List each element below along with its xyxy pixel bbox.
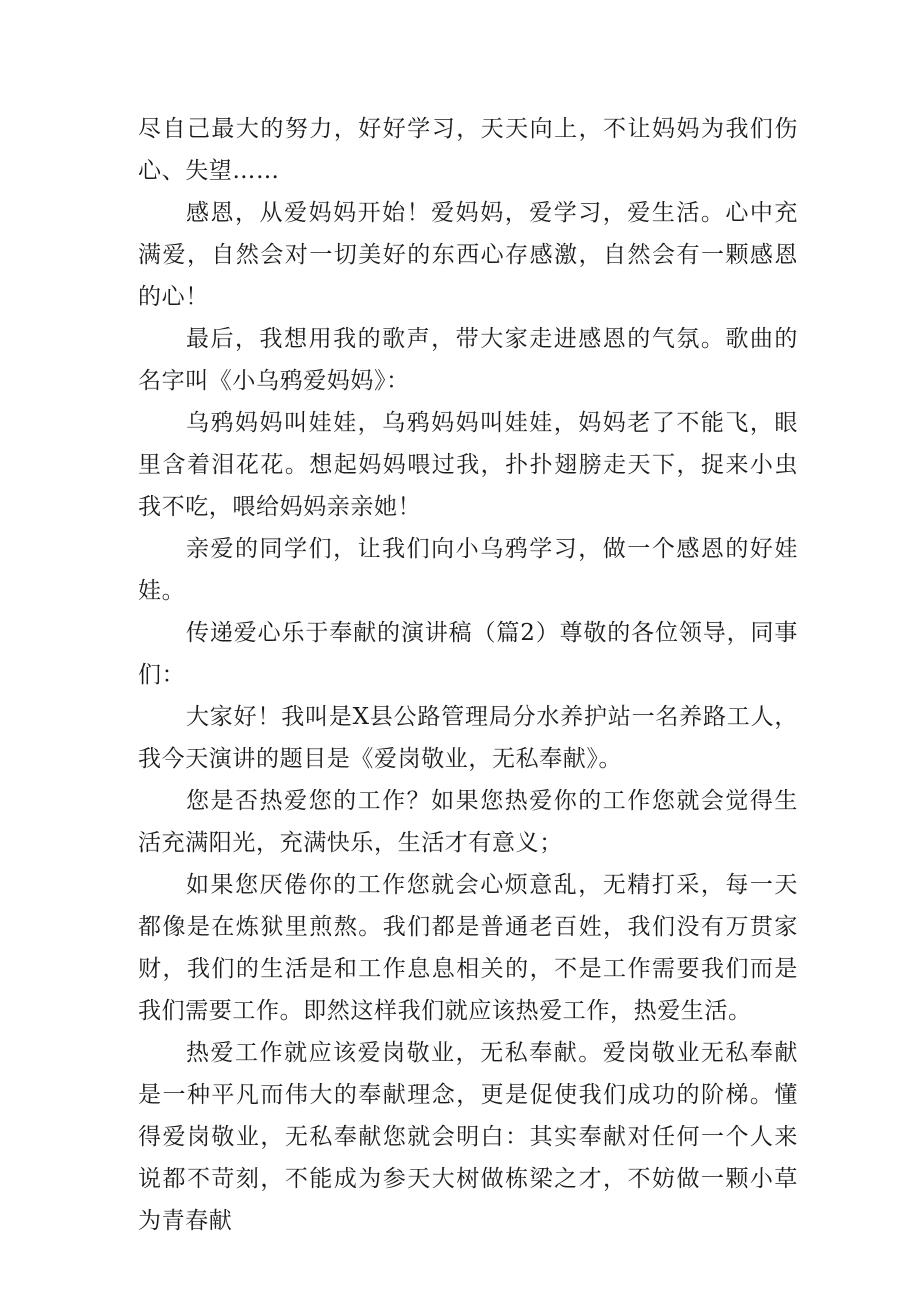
paragraph-7: 大家好！我叫是X县公路管理局分水养护站一名养路工人，我今天演讲的题目是《爱岗敬业，无私奉献》。 — [138, 704, 798, 772]
body-text — [138, 108, 798, 1242]
paragraph-3: 最后，我想用我的歌声，带大家走进感恩的气氛。歌曲的名字叫《小乌鸦爱妈妈》： — [138, 326, 798, 394]
paragraph-1: 尽自己最大的努力，好好学习，天天向上，不让妈妈为我们伤心、失望…… — [138, 116, 798, 184]
paragraph-9: 如果您厌倦你的工作您就会心烦意乱，无精打采，每一天都像是在炼狱里煎熬。我们都是普通老百姓，我们没有万贯家财，我们的生活是和工作息息相关的，不是工作需要我们而是我们需要工作。即然这样我们就应该热爱工作，热爱生活。 — [138, 872, 798, 1024]
paragraph-6: 传递爱心乐于奉献的演讲稿（篇2）尊敬的各位领导，同事们： — [138, 620, 798, 688]
paragraph-4: 乌鸦妈妈叫娃娃，乌鸦妈妈叫娃娃，妈妈老了不能飞，眼里含着泪花花。想起妈妈喂过我，扑扑翅膀走天下，捉来小虫我不吃，喂给妈妈亲亲她！ — [138, 410, 798, 520]
paragraph-8: 您是否热爱您的工作？如果您热爱你的工作您就会觉得生活充满阳光，充满快乐，生活才有意义； — [138, 788, 798, 856]
paragraph-10: 热爱工作就应该爱岗敬业，无私奉献。爱岗敬业无私奉献是一种平凡而伟大的奉献理念，更是促使我们成功的阶梯。懂得爱岗敬业，无私奉献您就会明白：其实奉献对任何一个人来说都不苛刻，不能成为参天大树做栋梁之才，不妨做一颗小草为青春献 — [138, 1040, 798, 1234]
paragraph-5: 亲爱的同学们，让我们向小乌鸦学习，做一个感恩的好娃娃。 — [138, 536, 798, 604]
paragraph-2: 感恩，从爱妈妈开始！爱妈妈，爱学习，爱生活。心中充满爱，自然会对一切美好的东西心存感激，自然会有一颗感恩的心！ — [138, 200, 798, 310]
